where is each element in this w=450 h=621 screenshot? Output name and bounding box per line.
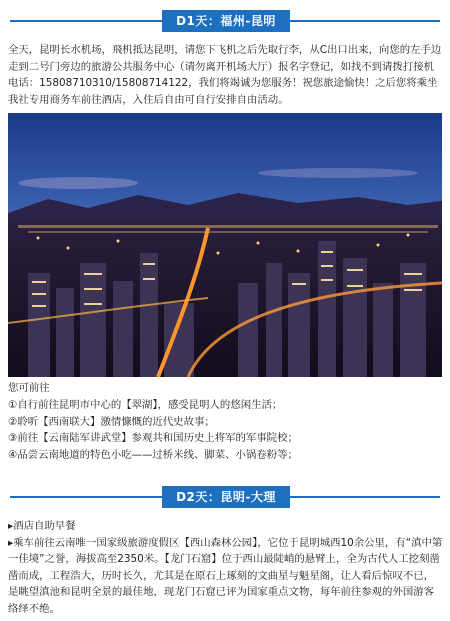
list-item: ①自行前往昆明市中心的【翠湖】，感受昆明人的悠闲生活； <box>8 399 283 411</box>
list-item: ②聆听【西南联大】激情慷慨的近代史故事； <box>8 415 215 428</box>
day2-header <box>0 484 450 510</box>
day1-intro: 全天，昆明长水机场，飛机抵达昆明，请您下飞机之后先取行李，从C出口出来，向您的左手边走到二号门旁边的旅游公共服务中心（请勿离开机场大厅）报名字登记，如找不到请拨打接机电话：15808710310/15808714122，我们将竭诚为您服务！祝您旅途愉快！之后您将乘坐我社专用商务车前往酒店，入住后自由可自行安排自由活动。 <box>8 44 442 106</box>
kunming-night-photo <box>8 113 442 377</box>
list-item: ④品尝云南地道的特色小吃——过桥米线、脚菜、小锅卷粉等； <box>8 448 298 461</box>
list-item: ③前往【云南陆军讲武堂】参观共和国历史上将军的军事院校； <box>8 432 298 444</box>
list-item: ▸酒店自助早餐 <box>8 520 76 532</box>
day1-options-list <box>8 397 444 463</box>
options-title: 您可前往 <box>8 382 50 394</box>
day2-title: D2天：昆明-大理 <box>162 486 290 508</box>
day1-title: D1天：福州-昆明 <box>162 10 290 32</box>
list-item: ▸乘车前往云南唯一国家级旅游度假区【西山森林公园】，它位于昆明城西10余公里，有“滇中第一佳境”之誉，海拔高至2350米。【龙门石窟】位于西山最陡峭的悬臂上，全为古代人工挖刻凿凿而成，工程浩大，历时长久，尤其是在原石上琢刻的文曲星与魁星阁，让人看后惊叹不已，是眺望滇池和昆明全景的最佳地，现龙门石窟已评为国家重点文物，每年前往参观的外国游客络绎不绝。 <box>8 536 443 615</box>
day1-header <box>0 8 450 34</box>
city-night-skyline-icon <box>8 113 442 377</box>
day2-content <box>8 518 444 617</box>
